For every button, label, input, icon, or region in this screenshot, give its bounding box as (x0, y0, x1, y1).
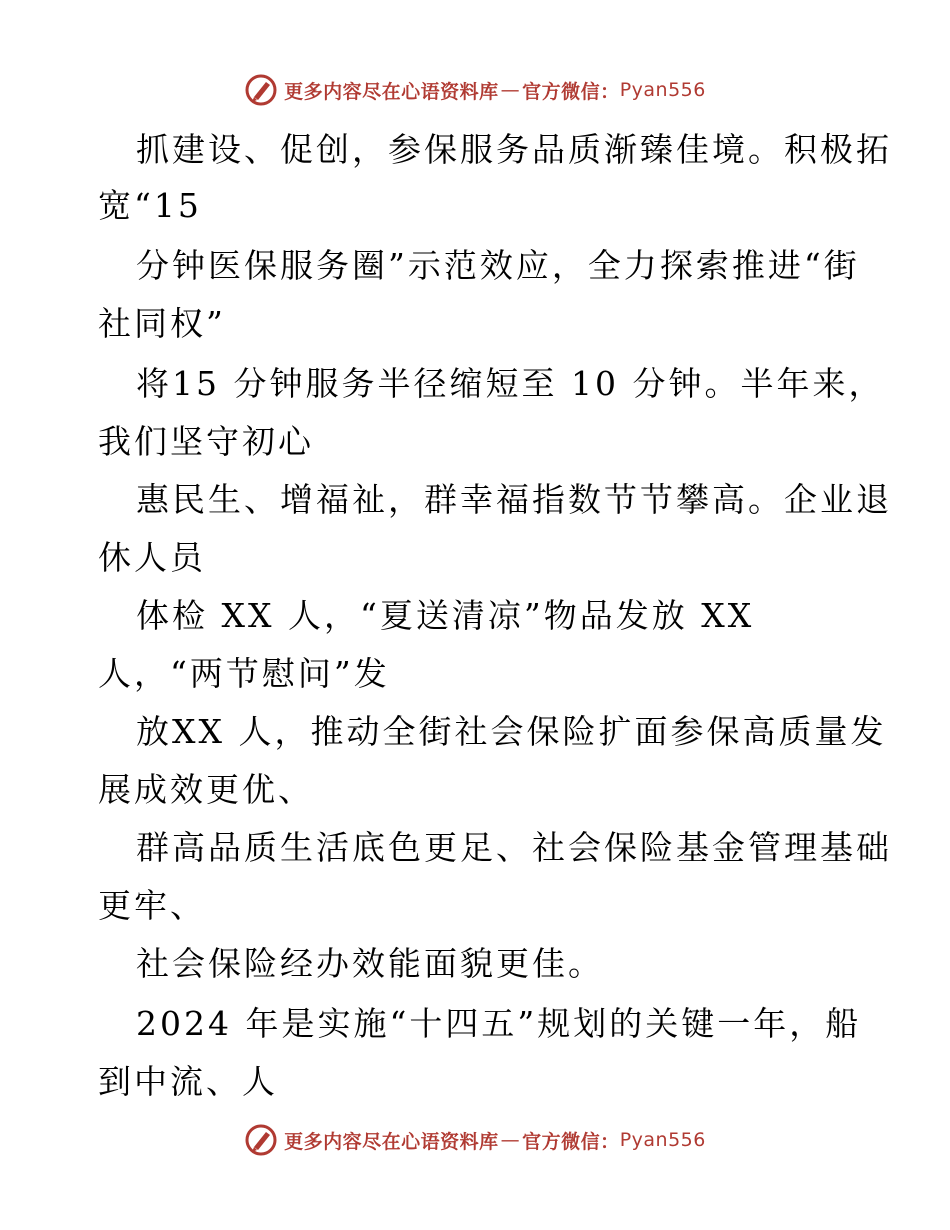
text-line: 放XX 人，推动全街社会保险扩面参保高质量发 (136, 712, 887, 751)
text-line: 展成效更优、 (98, 770, 314, 809)
banner-text: 更多内容尽在心语资料库 (284, 1130, 499, 1153)
text-line: 到中流、人 (98, 1062, 278, 1101)
text-line: 宽“15 (98, 186, 202, 225)
text-line: 分钟医保服务圈”示范效应，全力探索推进“街 (136, 246, 860, 285)
banner-wechat-label: 官方微信： (522, 1130, 620, 1153)
text-line: 社同权” (98, 304, 226, 343)
banner-wechat-id: Pyan556 (619, 1129, 706, 1151)
banner-wechat-id: Pyan556 (619, 79, 706, 101)
text-line: 抓建设、促创，参保服务品质渐臻佳境。积极拓 (136, 130, 892, 169)
text-line: 社会保险经办效能面貌更佳。 (136, 944, 604, 983)
text-line: 我们坚守初心 (98, 422, 314, 461)
text-line: 休人员 (98, 538, 206, 577)
banner-dash: — (500, 79, 521, 101)
text-line: 惠民生、增福祉，群幸福指数节节攀高。企业退 (136, 480, 892, 519)
banner-text: 更多内容尽在心语资料库 (284, 80, 499, 103)
text-line: 将15 分钟服务半径缩短至 10 分钟。半年来， (136, 364, 885, 403)
header-banner (0, 70, 950, 110)
text-line: 2024 年是实施“十四五”规划的关键一年，船 (136, 1004, 862, 1043)
footer-banner (0, 1120, 950, 1160)
banner-wechat-label: 官方微信： (522, 80, 620, 103)
banner-dash: — (500, 1129, 521, 1151)
text-line: 人，“两节慰问”发 (98, 654, 390, 693)
text-line: 群高品质生活底色更足、社会保险基金管理基础 (136, 828, 892, 867)
pen-logo-icon (244, 1123, 278, 1157)
pen-logo-icon (244, 73, 278, 107)
text-line: 体检 XX 人，“夏送清凉”物品发放 XX (136, 596, 755, 635)
text-line: 更牢、 (98, 886, 206, 925)
